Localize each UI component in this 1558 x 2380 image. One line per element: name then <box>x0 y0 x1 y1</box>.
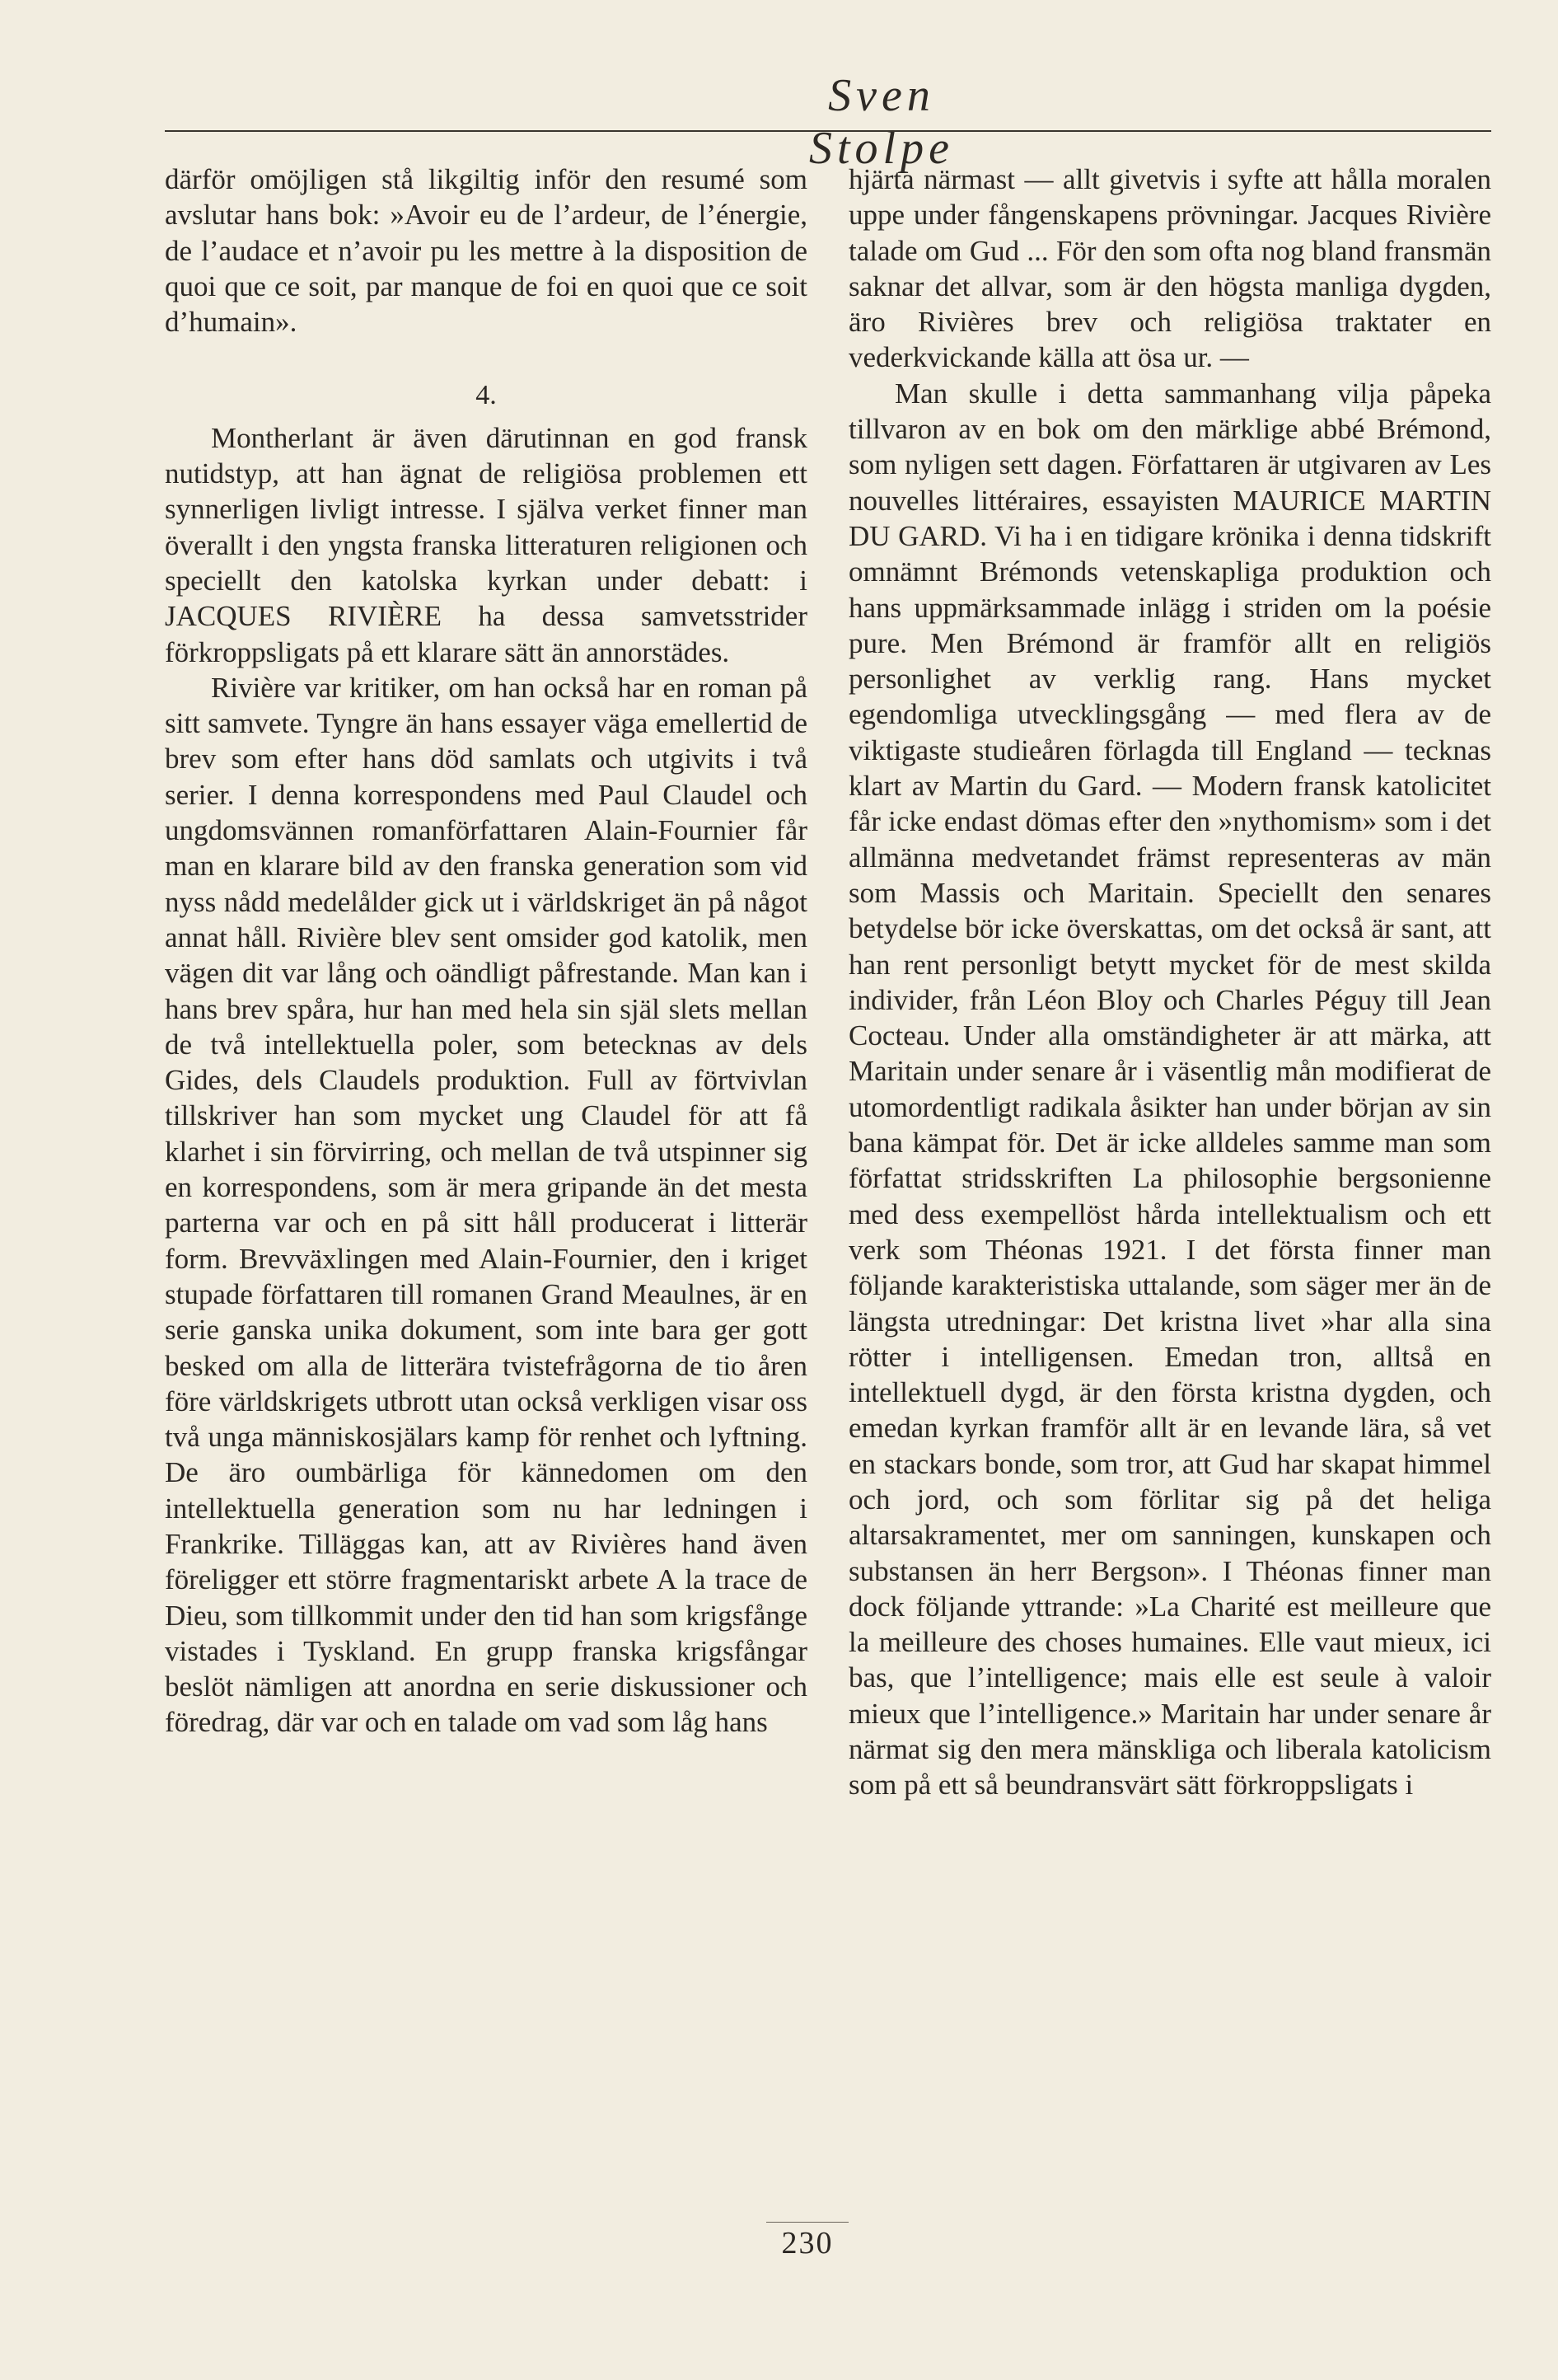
folio-rule <box>766 2222 849 2223</box>
section-number: 4. <box>475 380 497 411</box>
paragraph: Rivière var kritiker, om han också har en roman på sitt samvete. Tyngre än hans essayer väga emellertid de brev som efter hans död samlats och utgivits i två serier. I denna korrespondens med Paul Claudel och ungdomsvännen romanförfattaren Alain-Fournier får man en klarare bild av den franska generation som vid nyss nådd medelålder gick ut i världskriget än på något annat håll. Rivière blev sent omsider god katolik, men vägen dit var lång och oändligt påfrestande. Man kan i hans brev spåra, hur han med hela sin själ slets mellan de två intellektuella poler, som betecknas av dels Gides, dels Claudels produktion. Full av förtvivlan tillskriver han som mycket ung Claudel för att få klarhet i sin förvirring, och mellan de två utspinner sig en korrespondens, som är mera gripande än det mesta parterna var och en på sitt håll producerat i litterär form. Brevväxlingen med Alain-Fournier, den i kriget stupade författaren till romanen Grand Meaulnes, är en serie ganska unika dokument, som inte bara ger gott besked om alla de litterära tvistefrågorna de tio åren före världskrigets utbrott utan också verkligen visar oss två unga människosjälars kamp för renhet och lyftning. De äro oumbärliga för kännedomen om den intellektuella generation som nu har ledningen i Frankrike. Tilläggas kan, att av Rivières hand även föreligger ett större fragmentariskt arbete A la trace de Dieu, som tillkommit under den tid han som krigsfånge vistades i Tyskland. En grupp franska krigsfångar beslöt nämligen att anordna en serie diskussioner och föredrag, där var och en talade om vad som låg hans <box>165 671 807 1739</box>
right-column <box>849 162 1491 1803</box>
page-number: 230 <box>781 2226 834 2261</box>
paragraph: därför omöjligen stå likgiltig inför den resumé som avslutar hans bok: »Avoir eu de l’ardeur, de l’énergie, de l’audace et n’avoir pu les mettre à la disposition de quoi que ce soit, par manque de foi en quoi que ce soit d’humain». <box>165 163 807 339</box>
paragraph: Man skulle i detta sammanhang vilja påpeka tillvaron av en bok om den märklige abbé Brémond, som nyligen sett dagen. Författaren är utgivaren av Les nouvelles littéraires, essayisten MAURICE MARTIN DU GARD. Vi ha i en tidigare krönika i denna tidskrift omnämnt Brémonds vetenskapliga produktion och hans uppmärksammade inlägg i striden om la poésie pure. Men Brémond är framför allt en religiös personlighet av verklig rang. Hans mycket egendomliga utvecklingsgång — med flera av de viktigaste studieåren förlagda till England — tecknas klart av Martin du Gard. — Modern fransk katolicitet får icke endast dömas efter den »nythomism» som i det allmänna medvetandet främst representeras av män som Massis och Maritain. Speciellt den senares betydelse bör icke överskattas, om det också är sant, att han rent personligt betytt mycket för de mest skilda individer, från Léon Bloy och Charles Péguy till Jean Cocteau. Under alla omständigheter är att märka, att Maritain under senare år i väsentlig mån modifierat de utomordentligt radikala åsikter han under början av sin bana kämpat för. Det är icke alldeles samme man som författat stridsskriften La philosophie bergsonienne med dess exempellöst hårda intellektualism och ett verk som Théonas 1921. I det första finner man följande karakteristiska uttalande, som säger mer än de längsta utredningar: Det kristna livet »har alla sina rötter i intelligensen. Emedan tron, alltså en intellektuell dygd, är den första kristna dygden, och emedan kyrkan framför allt är en levande lära, så vet en stackars bonde, som tror, att Gud har skapat himmel och jord, och som förlitar sig på det heliga altarsakramentet, mer om sanningen, kunskapen och substansen än herr Bergson». I Théonas finner man dock följande yttrande: »La Charité est meilleure que la meilleure des choses humaines. Elle vaut mieux, ici bas, que l’intelligence; mais elle est seule à valoir mieux que l’intelligence.» Maritain har under senare år närmat sig den mera mänskliga och liberala katolicism som på ett så beundransvärt sätt förkroppsligats i <box>849 377 1491 1801</box>
running-head: Sven Stolpe <box>809 70 954 174</box>
paragraph: Montherlant är även därutinnan en god fransk nutidstyp, att han ägnat de religiösa problemen ett synnerligen livligt intresse. I själva verket finner man överallt i den yngsta franska litteraturen religionen och speciellt den katolska kyrkan under debatt: i JACQUES RIVIÈRE ha dessa samvetsstrider förkroppsligats på ett klarare sätt än annorstädes. <box>165 421 807 668</box>
paragraph: hjärta närmast — allt givetvis i syfte att hålla moralen uppe under fångenskapens prövningar. Jacques Rivière talade om Gud ... För den som ofta nog bland fransmän saknar det allvar, som är den högsta manliga dygden, äro Rivières brev och religiösa traktater en vederkvickande källa att ösa ur. — <box>849 163 1491 374</box>
left-column <box>165 162 807 1740</box>
header-rule <box>165 130 1491 132</box>
